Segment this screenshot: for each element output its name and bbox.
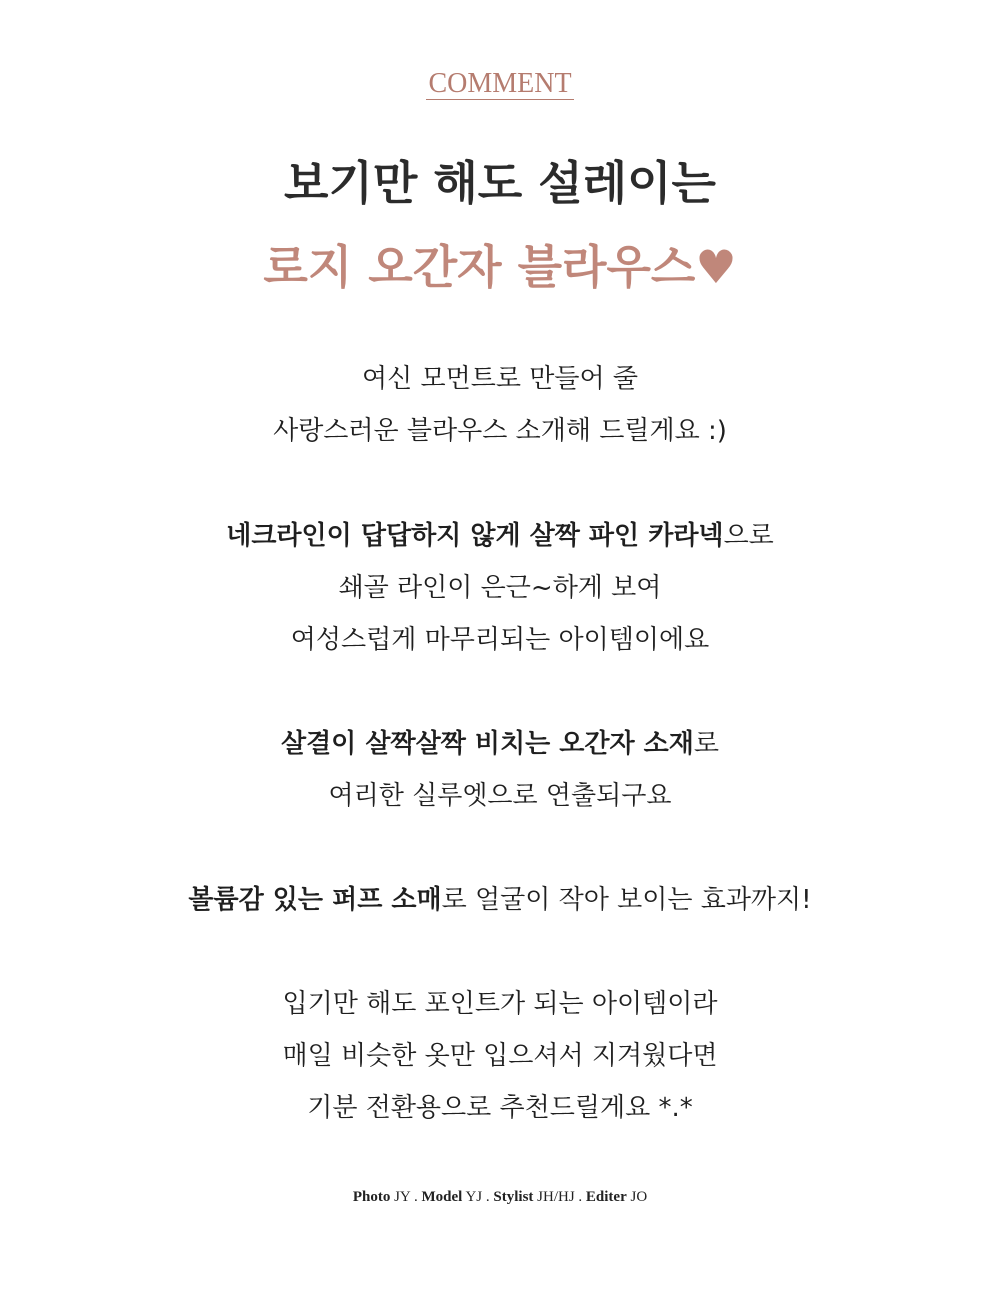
body-text: 으로	[723, 521, 774, 551]
credit-name: YJ	[465, 1189, 483, 1205]
credit-separator: .	[574, 1189, 586, 1205]
body-text: 여신 모먼트로 만들어 줄	[362, 364, 638, 394]
body-text: 로 얼굴이 작아 보이는 효과까지!	[441, 885, 812, 915]
emphasized-text: 볼륨감 있는 퍼프 소매	[188, 885, 442, 915]
emphasized-text: 네크라인이 답답하지 않게 살짝 파인 카라넥	[226, 521, 724, 551]
headline-line-2: 로지 오간자 블라우스♥	[263, 240, 737, 294]
text-line	[0, 770, 1000, 822]
body-text: 쇄골 라인이 은근~하게 보여	[338, 573, 662, 603]
text-line	[0, 978, 1000, 1030]
paragraph-intro	[0, 353, 1000, 457]
paragraph-neckline	[0, 510, 1000, 666]
emphasized-text: 살결이 살짝살짝 비치는 오간자 소재	[280, 729, 694, 759]
text-line	[0, 405, 1000, 457]
credit-name: JH/HJ	[537, 1189, 575, 1205]
headline-line-1: 보기만 해도 설레이는	[284, 156, 716, 210]
section-title-text: COMMENT	[428, 68, 572, 99]
paragraph-recommendation	[0, 978, 1000, 1134]
body-text: 입기만 해도 포인트가 되는 아이템이라	[282, 989, 718, 1019]
text-line	[0, 1030, 1000, 1082]
text-line	[0, 510, 1000, 562]
credit-name: JY	[394, 1189, 411, 1205]
text-line	[0, 718, 1000, 770]
body-text: 매일 비슷한 옷만 입으셔서 지겨웠다면	[282, 1041, 718, 1071]
credit-role: Model	[421, 1189, 463, 1205]
credit-separator: .	[410, 1189, 422, 1205]
text-line	[0, 562, 1000, 614]
text-line	[0, 874, 1000, 926]
body-text: 여리한 실루엣으로 연출되구요	[328, 781, 672, 811]
credit-role: Stylist	[493, 1189, 534, 1205]
paragraph-sleeves	[0, 874, 1000, 926]
credit-role: Photo	[352, 1189, 391, 1205]
body-text: 사랑스러운 블라우스 소개해 드릴게요 :)	[273, 416, 727, 446]
body-text: 여성스럽게 마무리되는 아이템이에요	[290, 625, 710, 655]
paragraph-fabric	[0, 718, 1000, 822]
photo-credits	[0, 1186, 1000, 1208]
credit-separator: .	[482, 1189, 494, 1205]
body-text: 기분 전환용으로 추천드릴게요 *.*	[307, 1093, 693, 1123]
credit-role: Editer	[585, 1189, 627, 1205]
text-line	[0, 614, 1000, 666]
text-line	[0, 1082, 1000, 1134]
text-line	[0, 353, 1000, 405]
body-text: 로	[693, 729, 720, 759]
credit-name: JO	[630, 1189, 648, 1205]
section-title	[0, 68, 1000, 100]
